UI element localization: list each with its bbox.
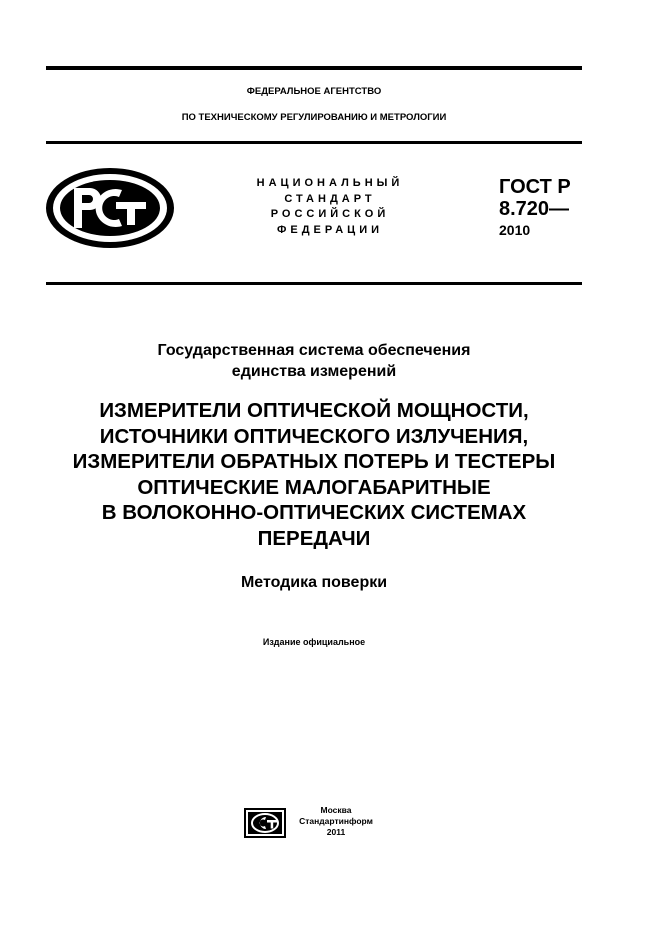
gost-designation [499,176,571,238]
series-line-1: Государственная система обеспечения [157,342,471,359]
header-rule [46,141,582,144]
agency-line-1: ФЕДЕРАЛЬНОЕ АГЕНТСТВО [246,86,382,97]
gost-r-logo-icon [44,166,176,250]
title-line-6: ПЕРЕДАЧИ [257,526,371,550]
national-standard-label [225,176,435,238]
national-line-2: СТАНДАРТ [284,192,376,205]
title-line-1: ИЗМЕРИТЕЛИ ОПТИЧЕСКОЙ МОЩНОСТИ, [99,399,529,422]
publisher-imprint [294,805,378,838]
standard-block-rule [46,282,582,285]
publisher-city: Москва [320,805,352,815]
gost-label: ГОСТ Р [499,176,571,198]
title-line-5: В ВОЛОКОННО-ОПТИЧЕСКИХ СИСТЕМАХ [101,501,527,524]
title-line-4: ОПТИЧЕСКИЕ МАЛОГАБАРИТНЫЕ [137,475,491,499]
document-title [36,398,592,551]
publisher-name: Стандартинформ [299,816,373,826]
edition-note: Издание официальное [262,637,366,647]
national-line-1: НАЦИОНАЛЬНЫЙ [256,177,404,189]
national-line-3: РОССИЙСКОЙ [270,208,390,220]
series-line-2: единства измерений [231,363,397,380]
standartinform-logo-icon [244,808,286,838]
title-line-2: ИСТОЧНИКИ ОПТИЧЕСКОГО ИЗЛУЧЕНИЯ, [99,424,529,448]
top-rule [46,66,582,70]
gost-number: 8.720— [499,198,570,220]
national-line-4: ФЕДЕРАЦИИ [276,223,384,236]
publisher-year: 2011 [326,827,346,837]
series-title [46,340,582,382]
gost-year: 2010 [499,222,531,238]
agency-line-2: ПО ТЕХНИЧЕСКОМУ РЕГУЛИРОВАНИЮ И МЕТРОЛОГИИ [181,112,447,123]
title-line-3: ИЗМЕРИТЕЛИ ОБРАТНЫХ ПОТЕРЬ И ТЕСТЕРЫ [72,450,556,473]
document-subtitle: Методика поверки [240,574,388,591]
